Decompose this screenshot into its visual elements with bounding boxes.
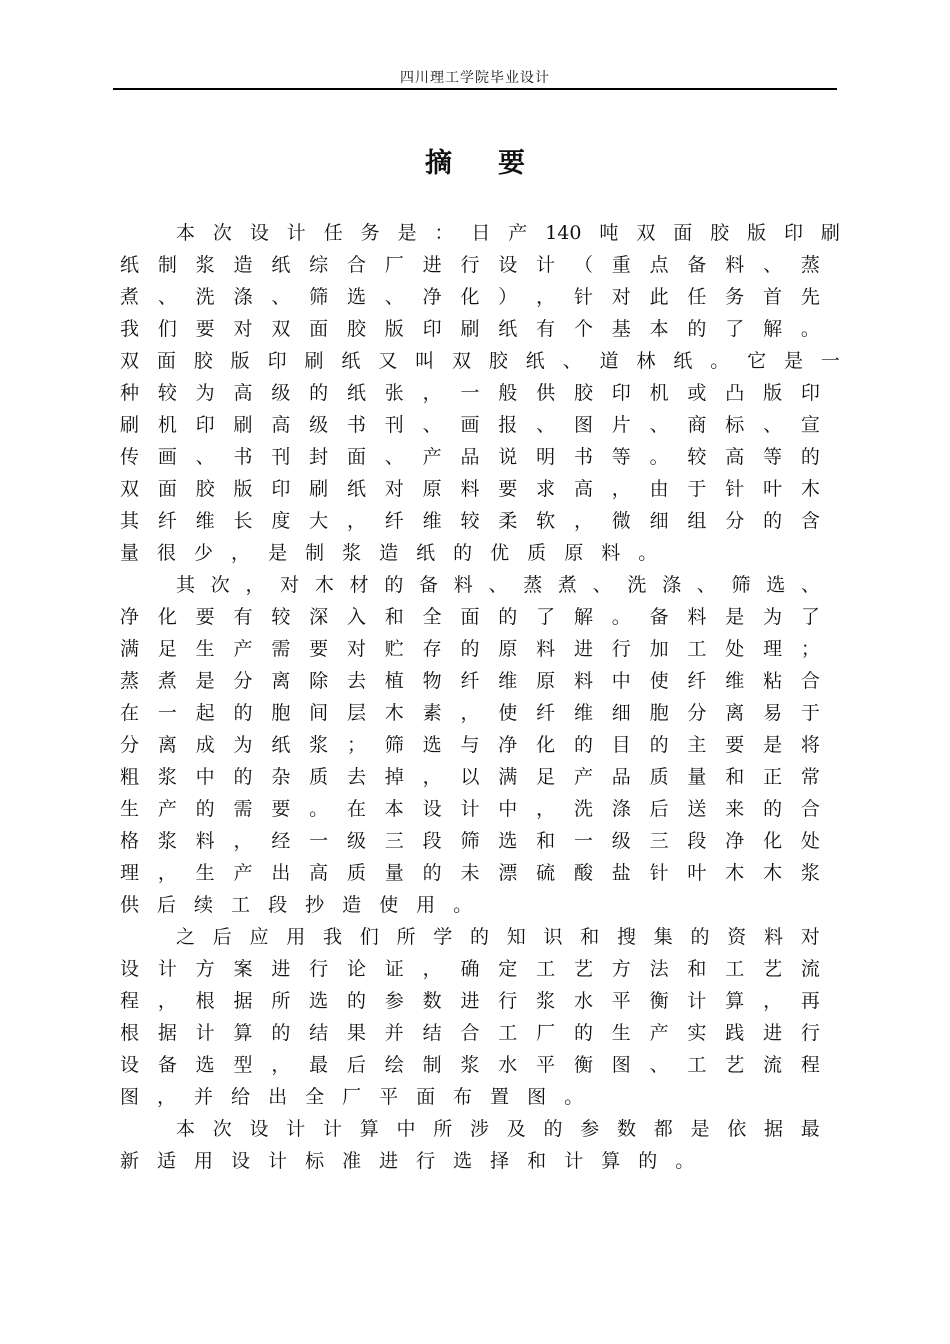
paragraph-1-line-9: 双 面 胶 版 印 刷 纸 对 原 料 要 求 高 ， 由 于 针 叶 木 bbox=[120, 478, 820, 500]
paragraph-2-line-5: 在 一 起 的 胞 间 层 木 素 ， 使 纤 维 细 胞 分 离 易 于 bbox=[120, 702, 820, 724]
paragraph-2-line-6: 分 离 成 为 纸 浆 ； 筛 选 与 净 化 的 目 的 主 要 是 将 bbox=[120, 734, 820, 756]
paragraph-1-line-5: 双 面 胶 版 印 刷 纸 又 叫 双 胶 纸 、 道 林 纸 。 它 是 一 bbox=[120, 350, 840, 372]
paragraph-2-line-10: 理 ， 生 产 出 高 质 量 的 未 漂 硫 酸 盐 针 叶 木 木 浆 bbox=[120, 862, 820, 884]
paragraph-1-line-10: 其 纤 维 长 度 大 ， 纤 维 较 柔 软 ， 微 细 组 分 的 含 bbox=[120, 510, 820, 532]
paragraph-2-line-11: 供 后 续 工 段 抄 造 使 用 。 bbox=[120, 894, 473, 916]
paragraph-3-line-6: 图 ， 并 给 出 全 厂 平 面 布 置 图 。 bbox=[120, 1086, 584, 1108]
paragraph-1-line-3: 煮 、 洗 涤 、 筛 选 、 净 化 ） ， 针 对 此 任 务 首 先 bbox=[120, 286, 820, 308]
paragraph-4-line-1: 本 次 设 计 计 算 中 所 涉 及 的 参 数 都 是 依 据 最 bbox=[176, 1118, 820, 1140]
abstract-title: 摘要 bbox=[425, 148, 571, 179]
page-header: 四川理工学院毕业设计 bbox=[400, 70, 550, 86]
abstract-body bbox=[120, 217, 840, 1177]
header-rule bbox=[113, 88, 837, 90]
paragraph-4-line-2: 新 适 用 设 计 标 准 进 行 选 择 和 计 算 的 。 bbox=[120, 1150, 695, 1172]
paragraph-2-line-8: 生 产 的 需 要 。 在 本 设 计 中 ， 洗 涤 后 送 来 的 合 bbox=[120, 798, 820, 820]
paragraph-2-line-4: 蒸 煮 是 分 离 除 去 植 物 纤 维 原 料 中 使 纤 维 粘 合 bbox=[120, 670, 820, 692]
paragraph-1-line-4: 我 们 要 对 双 面 胶 版 印 刷 纸 有 个 基 本 的 了 解 。 bbox=[120, 318, 820, 340]
paragraph-3-line-4: 根 据 计 算 的 结 果 并 结 合 工 厂 的 生 产 实 践 进 行 bbox=[120, 1022, 820, 1044]
paragraph-2-line-7: 粗 浆 中 的 杂 质 去 掉 ， 以 满 足 产 品 质 量 和 正 常 bbox=[120, 766, 820, 788]
paragraph-1-line-1: 本 次 设 计 任 务 是 ： 日 产 140 吨 双 面 胶 版 印 刷 bbox=[176, 222, 840, 244]
paragraph-1-line-8: 传 画 、 书 刊 封 面 、 产 品 说 明 书 等 。 较 高 等 的 bbox=[120, 446, 820, 468]
paragraph-2-line-2: 净 化 要 有 较 深 入 和 全 面 的 了 解 。 备 料 是 为 了 bbox=[120, 606, 820, 628]
paragraph-1-line-11: 量 很 少 ， 是 制 浆 造 纸 的 优 质 原 料 。 bbox=[120, 542, 658, 564]
paragraph-2-line-1: 其 次 ， 对 木 材 的 备 料 、 蒸 煮 、 洗 涤 、 筛 选 、 bbox=[176, 574, 820, 596]
paragraph-2-line-9: 格 浆 料 ， 经 一 级 三 段 筛 选 和 一 级 三 段 净 化 处 bbox=[120, 830, 820, 852]
paragraph-3-line-3: 程 ， 根 据 所 选 的 参 数 进 行 浆 水 平 衡 计 算 ， 再 bbox=[120, 990, 820, 1012]
paragraph-3-line-2: 设 计 方 案 进 行 论 证 ， 确 定 工 艺 方 法 和 工 艺 流 bbox=[120, 958, 820, 980]
paragraph-2-line-3: 满 足 生 产 需 要 对 贮 存 的 原 料 进 行 加 工 处 理 ； bbox=[120, 638, 820, 660]
paragraph-3-line-1: 之 后 应 用 我 们 所 学 的 知 识 和 搜 集 的 资 料 对 bbox=[176, 926, 820, 948]
paragraph-1-line-6: 种 较 为 高 级 的 纸 张 ， 一 般 供 胶 印 机 或 凸 版 印 bbox=[120, 382, 820, 404]
paragraph-3-line-5: 设 备 选 型 ， 最 后 绘 制 浆 水 平 衡 图 、 工 艺 流 程 bbox=[120, 1054, 820, 1076]
paragraph-1-line-7: 刷 机 印 刷 高 级 书 刊 、 画 报 、 图 片 、 商 标 、 宣 bbox=[120, 414, 820, 436]
paragraph-1-line-2: 纸 制 浆 造 纸 综 合 厂 进 行 设 计 （ 重 点 备 料 、 蒸 bbox=[120, 254, 820, 276]
